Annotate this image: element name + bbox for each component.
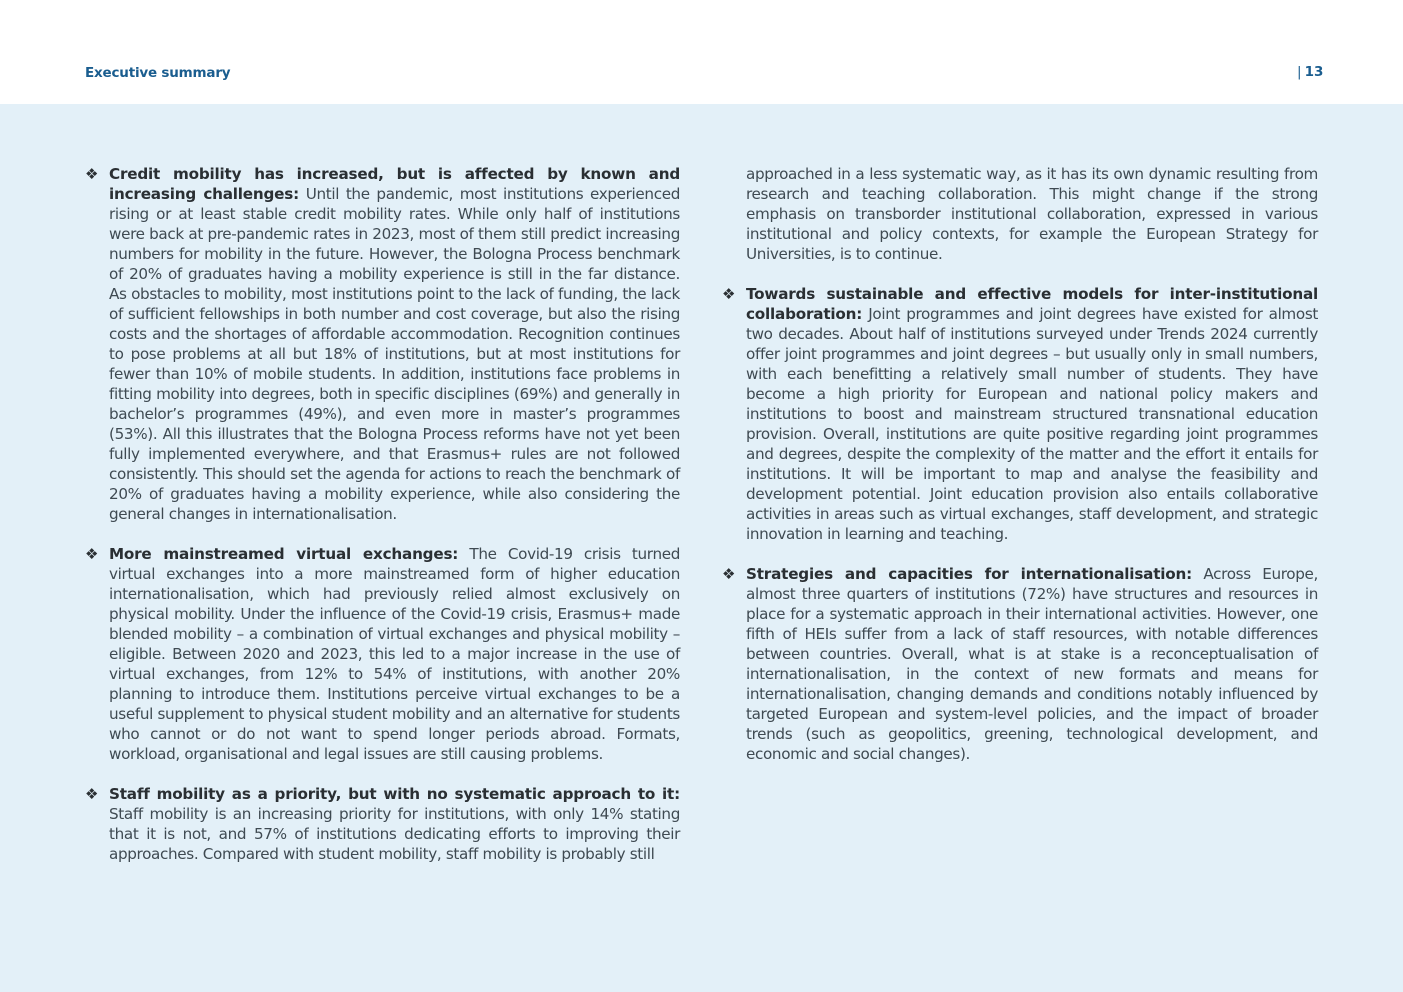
right-column [722,164,1318,784]
page-number [1297,64,1323,80]
bullet-text: The Covid-19 crisis turned virtual exchanges into a more mainstreamed form of higher education internationalisation, which had previously relied almost exclusively on physical mobility. Under the influence of the Covid-19 crisis, Erasmus+ made blended mobility – a combination of virtual exchanges and physical mobility – eligible. Between 2020 and 2023, this led to a major increase in the use of virtual exchanges, from 12% to 54% of institutions, with another 20% planning to introduce them. Institutions perceive virtual exchanges to be a useful supplement to physical student mobility and an alternative for students who cannot or do not want to spend longer periods abroad. Formats, workload, organisational and legal issues are still causing problems. [109,545,680,763]
bullet-text: Until the pandemic, most institutions experienced rising or at least stable credit mobility rates. While only half of institutions were back at pre-pandemic rates in 2023, most of them still predict increasing numbers for mobility in the future. However, the Bologna Process benchmark of 20% of graduates having a mobility experience is still in the far distance. As obstacles to mobility, most institutions point to the lack of funding, the lack of sufficient fellowships in both number and cost coverage, but also the rising costs and the shortages of affordable accommodation. Recognition continues to pose problems at all but 18% of institutions, but at most institutions for fewer than 10% of mobile students. In addition, institutions face problems in fitting mobility into degrees, both in specific disciplines (69%) and generally in bachelor’s programmes (49%), and even more in master’s programmes (53%). All this illustrates that the Bologna Process reforms have not yet been fully implemented everywhere, and that Erasmus+ rules are not followed consistently. This should set the agenda for actions to reach the benchmark of 20% of graduates having a mobility experience, while also considering the general changes in internationalisation. [109,185,680,523]
four-diamond-bullet-icon: ❖ [85,165,99,183]
bullet-heading: Towards sustainable and effective models for inter-institutional collaboration: [746,285,1318,323]
bullet-heading: Credit mobility has increased, but is affected by known and increasing challenges: [109,165,680,203]
page-number-divider: | [1297,64,1302,80]
bullet-heading: More mainstreamed virtual exchanges: [109,545,459,563]
four-diamond-bullet-icon: ❖ [722,285,736,303]
four-diamond-bullet-icon: ❖ [85,545,99,563]
four-diamond-bullet-icon: ❖ [85,785,99,803]
bullet-text: Across Europe, almost three quarters of institutions (72%) have structures and resources in place for a systematic approach in their international activities. However, one fifth of HEIs suffer from a lack of staff resources, with notable differences between countries. Overall, what is at stake is a reconceptualisation of internationalisation, in the context of new formats and means for internationalisation, changing demands and conditions notably influenced by targeted European and system-level policies, and the impact of broader trends (such as geopolitics, greening, technological development, and economic and social changes). [746,565,1318,763]
content-area [0,104,1403,992]
bullet-text: Joint programmes and joint degrees have existed for almost two decades. About half of institutions surveyed under Trends 2024 currently offer joint programmes and joint degrees – but usually only in small numbers, with each benefitting a relatively small number of students. They have become a high priority for European and national policy makers and institutions to boost and mainstream structured transnational education provision. Overall, institutions are quite positive regarding joint programmes and degrees, despite the complexity of the matter and the effort it entails for institutions. It will be important to map and analyse the feasibility and development potential. Joint education provision also entails collaborative activities in areas such as virtual exchanges, staff development, and strategic innovation in learning and teaching. [746,305,1318,543]
bullet-item [85,544,680,764]
continuation-paragraph: approached in a less systematic way, as it has its own dynamic resulting from research and teaching collaboration. This might change if the strong emphasis on transborder institutional collaboration, expressed in various institutional and policy contexts, for example the European Strategy for Universities, is to continue. [746,165,1318,263]
bullet-heading: Strategies and capacities for internationalisation: [746,565,1192,583]
bullet-item [722,284,1318,544]
bullet-item [85,164,680,524]
bullet-text: Staff mobility is an increasing priority for institutions, with only 14% stating that it is not, and 57% of institutions dedicating efforts to improving their approaches. Compared with student mobility, staff mobility is probably still [109,805,680,863]
four-diamond-bullet-icon: ❖ [722,565,736,583]
bullet-heading: Staff mobility as a priority, but with no systematic approach to it: [109,785,680,803]
section-title: Executive summary [85,65,231,81]
left-column [85,164,680,884]
bullet-item [722,564,1318,764]
page-number-value: 13 [1304,64,1324,80]
bullet-item [85,784,680,864]
page-header [0,0,1403,104]
